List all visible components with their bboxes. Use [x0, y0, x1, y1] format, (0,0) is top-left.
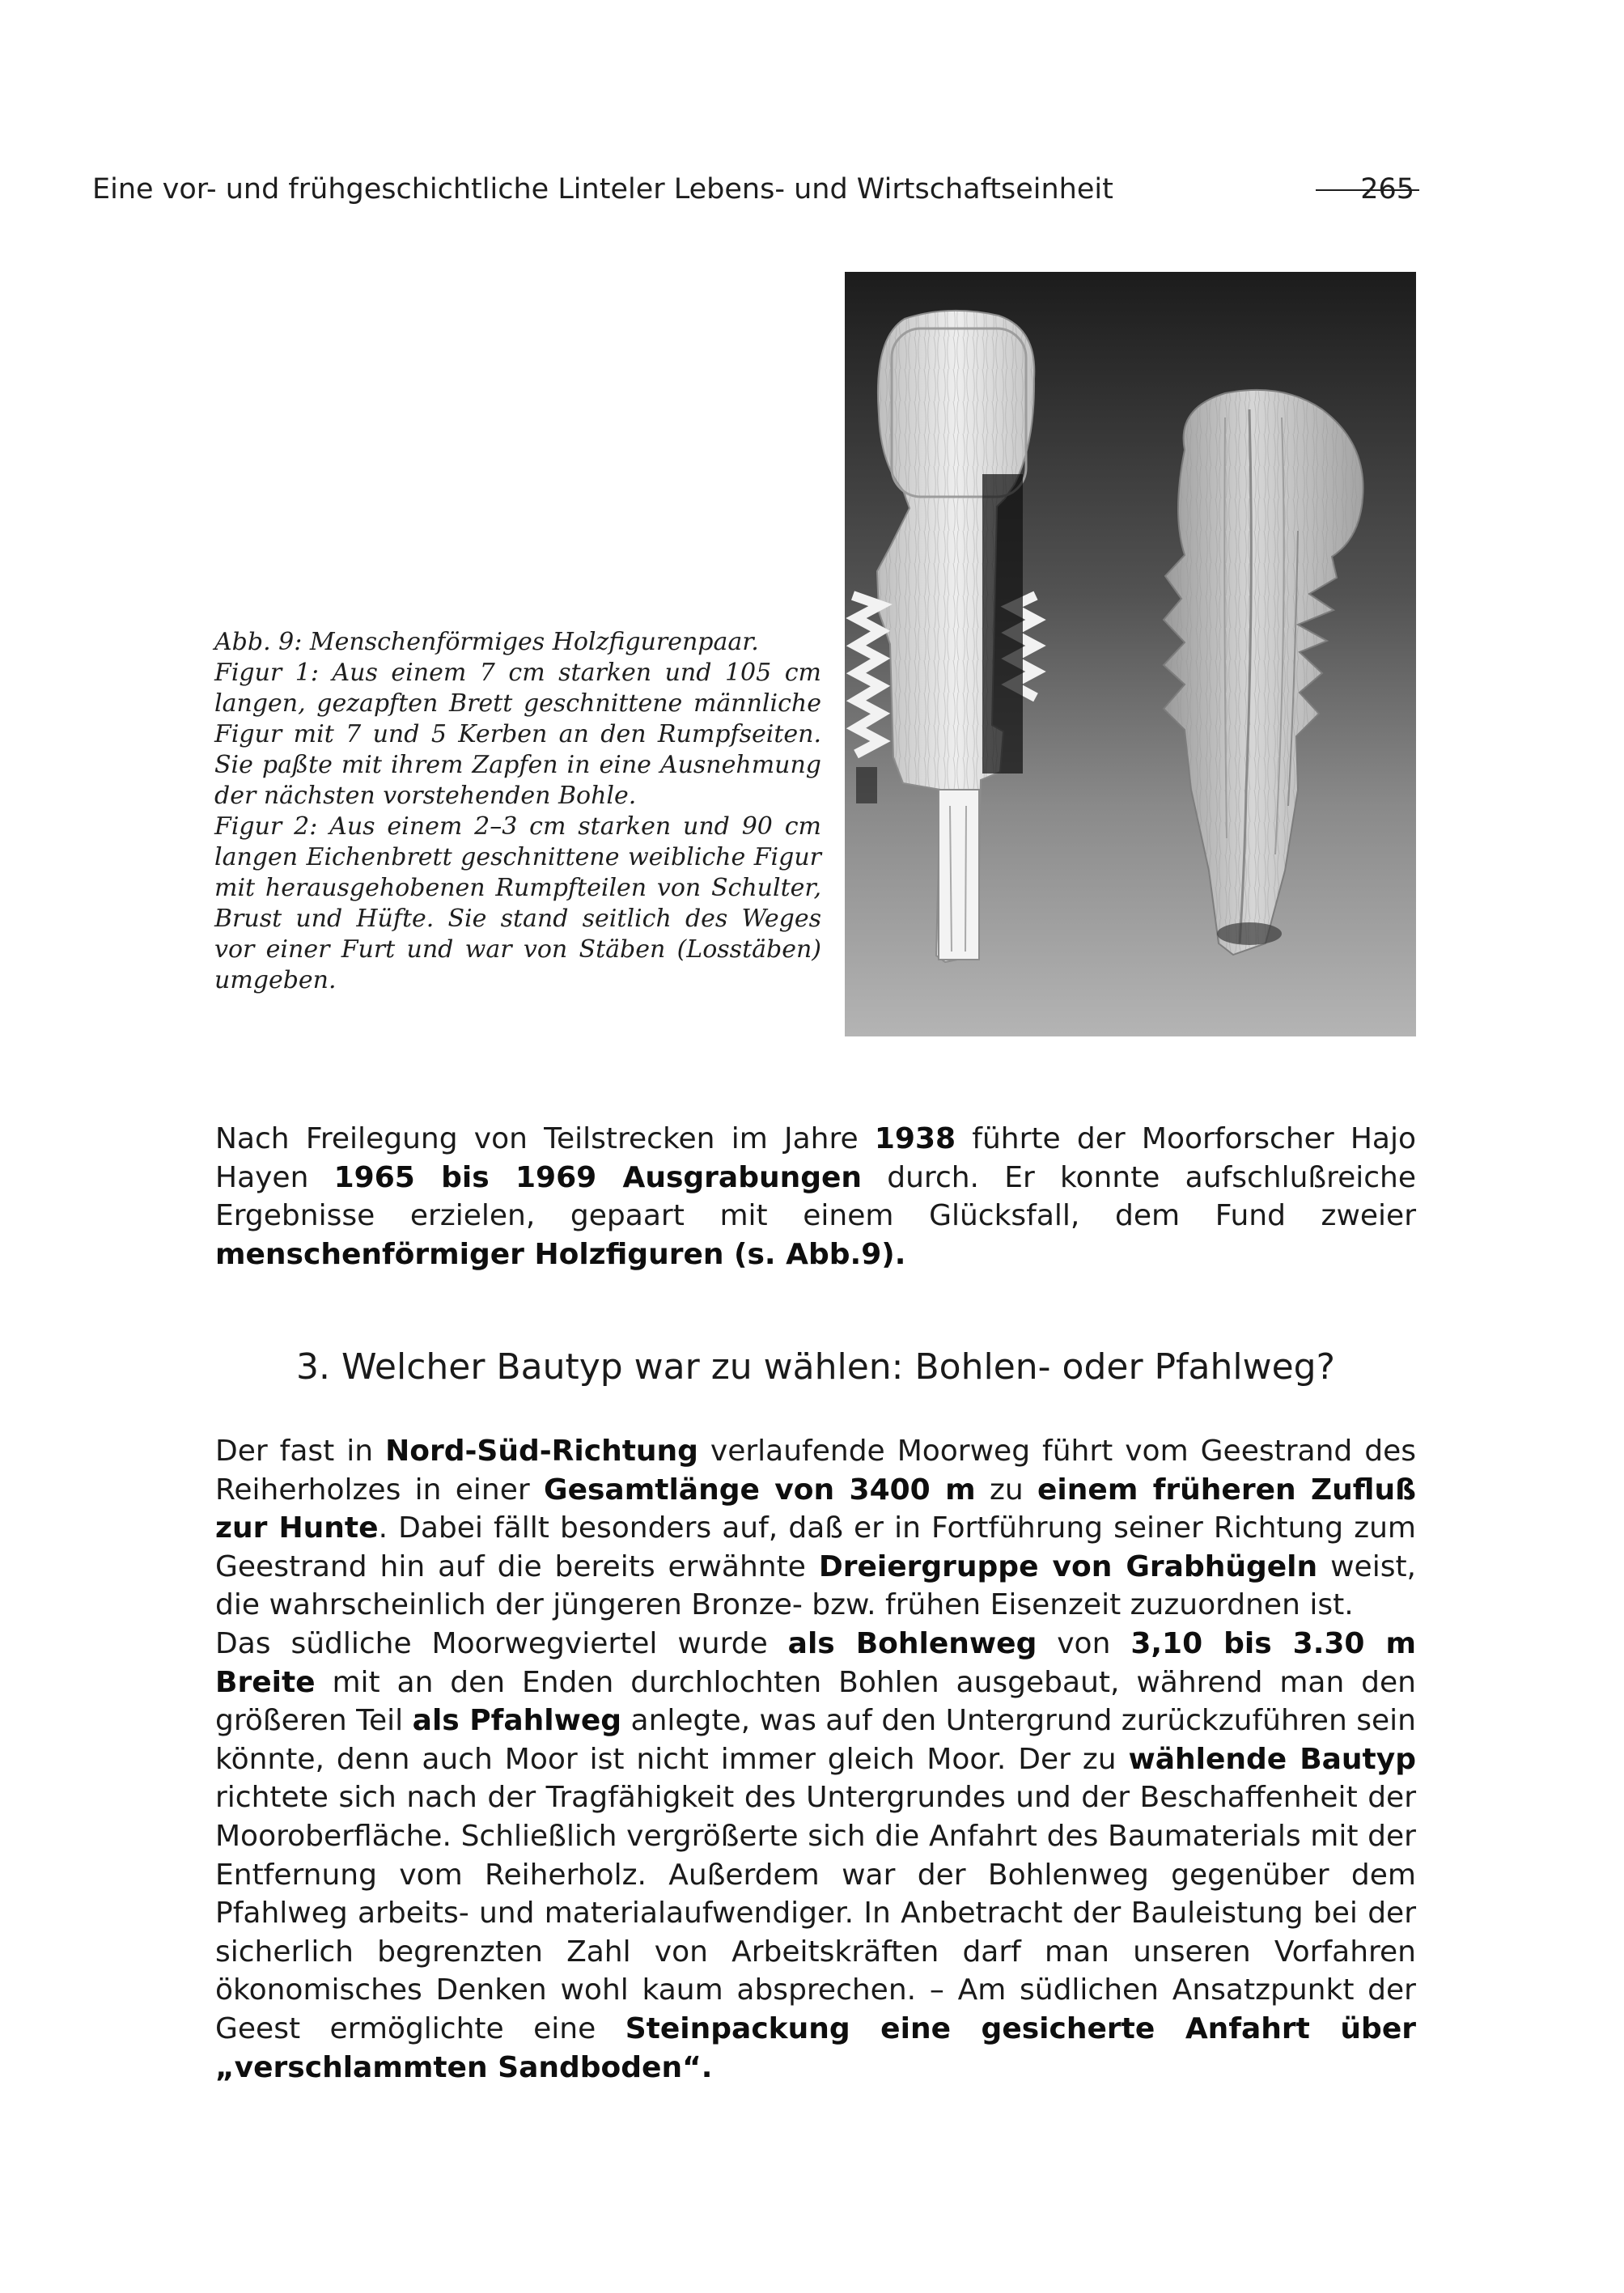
text-run: Der fast in — [215, 1435, 386, 1468]
caption-title: Abb. 9: Menschenförmiges Holzfigurenpaar. — [214, 628, 759, 656]
text-run: führte der Moorforscher Hajo Hayen — [215, 1122, 1416, 1194]
bold-text-run: Nord-Süd-Richtung — [385, 1435, 698, 1468]
wooden-figures-illustration — [845, 272, 1416, 1036]
paragraph-3-text — [215, 1625, 1416, 2087]
text-run: Das südliche Moorwegviertel wurde — [215, 1626, 788, 1660]
text-run: von — [1037, 1626, 1131, 1660]
text-run: durch. Er konnte aufschlußreiche Ergebnisse erzielen, gepaart mit einem Glücksfall, dem Fund zweier — [215, 1160, 1416, 1233]
paragraph-bautyp — [215, 1432, 1416, 2087]
page-number: 265 — [1360, 173, 1414, 206]
wooden-figures-photo — [845, 272, 1416, 1036]
text-run: anlegte, was auf den Untergrund zurückzuführen sein könnte, denn auch Moor ist nicht immer gleich Moor. Der zu — [215, 1704, 1416, 1776]
figure-caption — [214, 627, 821, 996]
text-run: mit an den Enden durchlochten Bohlen ausgebaut, während man den größeren Teil — [215, 1665, 1416, 1738]
bold-text-run: wählende Bautyp — [1128, 1742, 1417, 1776]
text-run: zu — [975, 1473, 1038, 1507]
running-head — [92, 165, 1414, 214]
text-run: Nach Freilegung von Teilstrecken im Jahre — [215, 1122, 875, 1155]
paragraph-2-text — [215, 1432, 1416, 1625]
bold-text-run: als Bohlenweg — [787, 1626, 1037, 1660]
caption-figure-2: Figur 2: Aus einem 2–3 cm starken und 90 cm langen Eichenbrett geschnittene weibliche Figur mit herausgehobenen Rumpfteilen von Schulter, Brust und Hüfte. Sie stand seitlich des Weges vor einer Furt und war von Stäben (Losstäben) umgeben. — [214, 812, 821, 994]
bold-text-run: menschenförmiger Holzfiguren (s. Abb.9). — [215, 1237, 906, 1271]
bold-text-run: 1938 — [874, 1122, 956, 1155]
bold-text-run: einem früheren Zufluß zur Hunte — [215, 1473, 1416, 1545]
bold-text-run: Dreiergruppe von Grabhügeln — [818, 1549, 1318, 1583]
section-heading: 3. Welcher Bautyp war zu wählen: Bohlen- oder Pfahlweg? — [296, 1346, 1335, 1388]
bold-text-run: Steinpackung eine gesicherte Anfahrt über „verschlammten Sandboden“. — [215, 2011, 1416, 2084]
paragraph-1-text — [215, 1120, 1416, 1274]
text-run: . Dabei fällt besonders auf, daß er in Fortführung seiner Richtung zum Geestrand hin auf die bereits erwähnte — [215, 1511, 1416, 1583]
text-run: verlaufende Moorweg führt vom Geestrand des Reiherholzes in einer — [215, 1435, 1416, 1507]
text-run: weist, die wahrscheinlich der jüngeren Bronze- bzw. frühen Eisenzeit zuzuordnen ist. — [215, 1549, 1417, 1622]
paragraph-excavations — [215, 1120, 1416, 1274]
bold-text-run: 1965 bis 1969 Ausgrabungen — [333, 1160, 863, 1194]
caption-figure-1: Figur 1: Aus einem 7 cm starken und 105 cm langen, gezapften Brett geschnittene männliche Figur mit 7 und 5 Kerben an den Rumpfseiten. Sie paßte mit ihrem Zapfen in eine Ausnehmung der nächsten vorstehenden Bohle. — [214, 659, 821, 810]
bold-text-run: Gesamtlänge von 3400 m — [544, 1473, 976, 1507]
bold-text-run: als Pfahlweg — [412, 1704, 622, 1738]
text-run: richtete sich nach der Tragfähigkeit des Untergrundes und der Beschaffenheit der Mooroberfläche. Schließlich vergrößerte sich die Anfahrt des Baumaterials mit der Entfernung vom Reiherholz. Außerdem war der Bohlenweg gegenüber dem Pfahlweg arbeits- und materialaufwendiger. In Anbetracht der Bauleistung bei der sicherlich begrenzten Zahl von Arbeitskräften darf man unseren Vorfahren ökonomisches Denken wohl kaum absprechen. – Am südlichen Ansatzpunkt der Geest ermöglichte eine — [215, 1781, 1416, 2045]
bold-text-run: 3,10 bis 3.30 m Breite — [215, 1626, 1416, 1699]
running-head-title: Eine vor- und frühgeschichtliche Linteler Lebens- und Wirtschaftseinheit — [92, 173, 1113, 206]
